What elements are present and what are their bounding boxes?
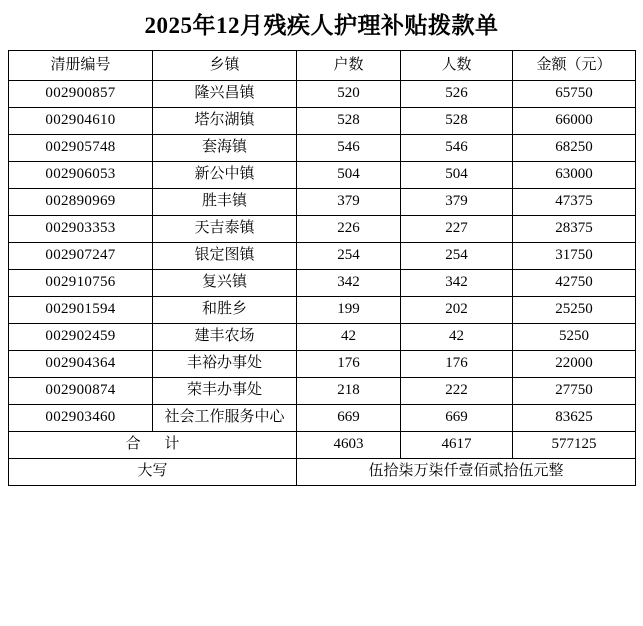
cell-id: 002904610 (9, 107, 153, 134)
cell-town: 荣丰办事处 (153, 377, 297, 404)
total-amount: 577125 (513, 431, 636, 458)
cell-households: 528 (297, 107, 401, 134)
total-households: 4603 (297, 431, 401, 458)
column-header-amount: 金额（元） (513, 50, 636, 80)
cell-people: 528 (401, 107, 513, 134)
cell-households: 669 (297, 404, 401, 431)
column-header-id: 清册编号 (9, 50, 153, 80)
total-row (9, 431, 636, 458)
cell-amount: 27750 (513, 377, 636, 404)
cell-town: 银定图镇 (153, 242, 297, 269)
cell-amount: 47375 (513, 188, 636, 215)
cell-id: 002905748 (9, 134, 153, 161)
cell-households: 520 (297, 80, 401, 107)
cell-town: 隆兴昌镇 (153, 80, 297, 107)
table-row (9, 377, 636, 404)
table-row (9, 404, 636, 431)
table-row (9, 350, 636, 377)
cell-amount: 68250 (513, 134, 636, 161)
table-row (9, 323, 636, 350)
table-row (9, 242, 636, 269)
cell-id: 002900857 (9, 80, 153, 107)
table-row (9, 269, 636, 296)
cell-id: 002904364 (9, 350, 153, 377)
cell-town: 丰裕办事处 (153, 350, 297, 377)
cell-town: 胜丰镇 (153, 188, 297, 215)
table-row (9, 215, 636, 242)
cell-town: 社会工作服务中心 (153, 404, 297, 431)
cell-id: 002903460 (9, 404, 153, 431)
cell-people: 254 (401, 242, 513, 269)
cell-people: 222 (401, 377, 513, 404)
cell-people: 227 (401, 215, 513, 242)
column-header-people: 人数 (401, 50, 513, 80)
cell-town: 和胜乡 (153, 296, 297, 323)
amount-in-words-label: 大写 (9, 458, 297, 485)
cell-households: 42 (297, 323, 401, 350)
cell-amount: 83625 (513, 404, 636, 431)
cell-id: 002901594 (9, 296, 153, 323)
cell-people: 42 (401, 323, 513, 350)
cell-people: 504 (401, 161, 513, 188)
cell-id: 002890969 (9, 188, 153, 215)
cell-id: 002910756 (9, 269, 153, 296)
cell-id: 002907247 (9, 242, 153, 269)
cell-people: 342 (401, 269, 513, 296)
table-row (9, 188, 636, 215)
cell-town: 套海镇 (153, 134, 297, 161)
cell-amount: 28375 (513, 215, 636, 242)
table-row (9, 80, 636, 107)
table-row (9, 134, 636, 161)
cell-people: 202 (401, 296, 513, 323)
cell-town: 新公中镇 (153, 161, 297, 188)
cell-id: 002903353 (9, 215, 153, 242)
cell-amount: 65750 (513, 80, 636, 107)
cell-people: 669 (401, 404, 513, 431)
cell-households: 199 (297, 296, 401, 323)
total-people: 4617 (401, 431, 513, 458)
cell-households: 218 (297, 377, 401, 404)
column-header-town: 乡镇 (153, 50, 297, 80)
cell-amount: 42750 (513, 269, 636, 296)
cell-town: 复兴镇 (153, 269, 297, 296)
cell-people: 379 (401, 188, 513, 215)
amount-in-words-value: 伍拾柒万柒仟壹佰贰拾伍元整 (297, 458, 636, 485)
cell-amount: 5250 (513, 323, 636, 350)
table-row (9, 296, 636, 323)
amount-in-words-row (9, 458, 636, 485)
column-header-households: 户数 (297, 50, 401, 80)
table-row (9, 161, 636, 188)
cell-households: 342 (297, 269, 401, 296)
cell-households: 504 (297, 161, 401, 188)
cell-households: 546 (297, 134, 401, 161)
allocation-table (8, 50, 636, 486)
cell-households: 226 (297, 215, 401, 242)
table-row (9, 107, 636, 134)
cell-id: 002900874 (9, 377, 153, 404)
cell-amount: 31750 (513, 242, 636, 269)
table-header-row (9, 50, 636, 80)
cell-people: 526 (401, 80, 513, 107)
cell-id: 002906053 (9, 161, 153, 188)
page-title: 2025年12月残疾人护理补贴拨款单 (144, 13, 499, 38)
cell-amount: 63000 (513, 161, 636, 188)
total-label: 合 计 (9, 431, 297, 458)
cell-town: 天吉泰镇 (153, 215, 297, 242)
cell-households: 379 (297, 188, 401, 215)
cell-amount: 22000 (513, 350, 636, 377)
cell-town: 塔尔湖镇 (153, 107, 297, 134)
cell-id: 002902459 (9, 323, 153, 350)
cell-households: 254 (297, 242, 401, 269)
cell-town: 建丰农场 (153, 323, 297, 350)
cell-households: 176 (297, 350, 401, 377)
cell-people: 176 (401, 350, 513, 377)
cell-amount: 25250 (513, 296, 636, 323)
cell-amount: 66000 (513, 107, 636, 134)
cell-people: 546 (401, 134, 513, 161)
